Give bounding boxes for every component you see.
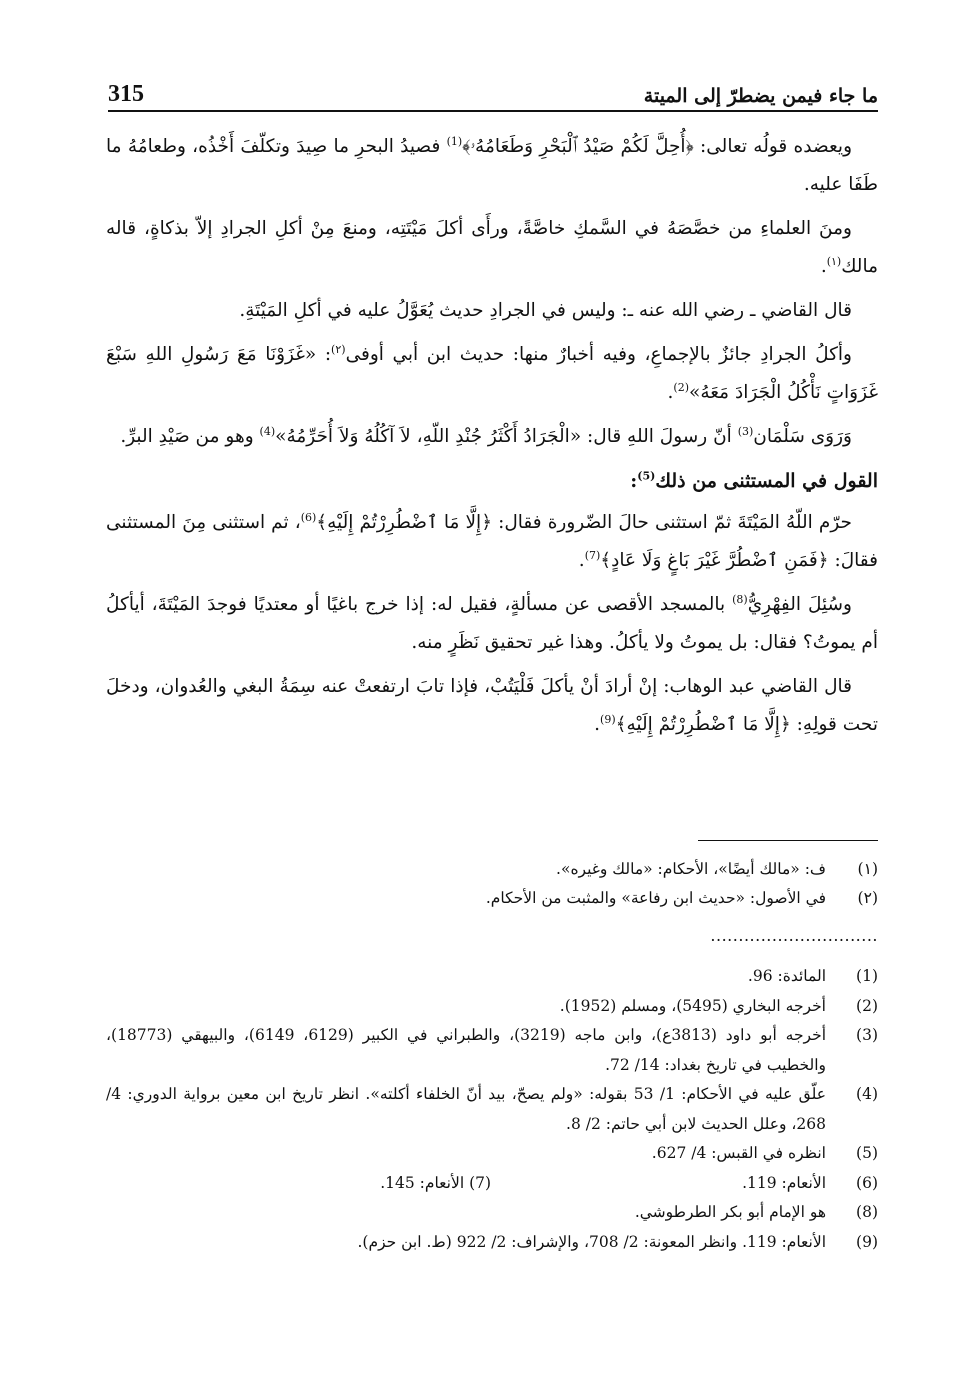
- footnote-ref: (٢): [331, 342, 346, 356]
- footnote-ref: (6): [300, 510, 317, 524]
- paragraph: حرّم اللّهُ المَيْتَةَ ثمّ استثنى حالَ الضّرورة فقال: ﴿إِلَّا مَا ٱضْطُرِرْتُمْ إِلَيْهِ﴾$^{(6)}$، ثم استثنى مِنَ المستثنى فقالَ: ﴿فَمَنِ ٱضْطُرَّ غَيْرَ بَاغٍ وَلَا عَادٍ﴾$^{(7)}$.: [106, 510, 878, 571]
- footnote-ref: (١): [826, 254, 842, 268]
- main-text: [106, 128, 878, 750]
- footnote-text: المائدة: 96.: [747, 967, 826, 985]
- footnote-ref: (9): [600, 712, 616, 726]
- footnote-text: علّق عليه في الأحكام: 1/ 53 بقوله: «ولم يصحّ، بيد أنّ الخلفاء أكلته». انظر تاريخ ابن معين برواية الدوري: 4/ 268، وعلل الحديث لابن أبي حاتم: 2/ 8.: [106, 1085, 826, 1133]
- note-text: في الأصول: «حديث ابن رفاعة» والمثبت من الأحكام.: [485, 889, 826, 907]
- footnote-separator: [698, 840, 878, 841]
- footnote-number: (6): [856, 1173, 878, 1192]
- footnote-number: (4): [856, 1085, 878, 1103]
- section-heading: القول في المستثنى من ذلك$^{(5)}$:: [630, 469, 878, 492]
- running-title: ما جاء فيمن يضطرّ إلى الميتة: [643, 85, 878, 107]
- dotted-separator: ..............................: [710, 928, 878, 944]
- footnote: [106, 1198, 878, 1228]
- reference-footnotes: [106, 962, 878, 1257]
- footnote-number: (9): [856, 1232, 878, 1251]
- footnote-number: (2): [856, 996, 878, 1015]
- footnote-text: الأنعام: 119.: [742, 1173, 826, 1192]
- footnote: [106, 1169, 878, 1199]
- note-number: (١): [857, 860, 878, 878]
- footnote-number: (3): [856, 1026, 878, 1044]
- footnote: [106, 1021, 878, 1080]
- footnote: [106, 1080, 878, 1139]
- footnote-text: الأنعام: 119. وانظر المعونة: 2/ 708، والإشراف: 2/ 922 (ط. ابن حزم).: [357, 1232, 826, 1251]
- editor-notes: [106, 855, 878, 913]
- footnote-text: أخرجه البخاري (5495)، ومسلم (1952).: [559, 996, 826, 1015]
- footnote: [106, 962, 878, 992]
- footnote-text: هو الإمام أبو بكر الطرطوشي.: [634, 1203, 826, 1221]
- footnote-ref: (1): [446, 134, 463, 148]
- paragraph: قال القاضي عبد الوهاب: إنْ أرادَ أنْ يأكلَ فَلْيَتُبْ، فإذا تابَ ارتفعتْ عنه سِمَةُ البغي والعُدوان، ودخلَ تحت قولِهِ: ﴿إِلَّا مَا ٱضْطُرِرْتُمْ إِلَيْهِ﴾$^{(9)}$.: [106, 676, 878, 735]
- note-text: ف: «مالك أيضًا»، الأحكام: «مالك وغيره».: [556, 860, 826, 878]
- footnote-number: (1): [856, 967, 878, 985]
- footnote-number: (7): [469, 1173, 492, 1192]
- paragraph: ومنَ العلماءِ من خصَّصَهُ في السَّمكِ خاصَّةً، ورأَى أكلَ مَيْتَتِه، ومنعَ مِنْ أكلِ الجرادِ إلاّ بذكاةٍ، قاله مالك$^{(١)}$.: [106, 218, 878, 277]
- page-number: 315: [108, 81, 144, 107]
- paragraph: قال القاضي ـ رضي الله عنه ـ: وليس في الجرادِ حديث يُعَوَّلُ عليه في أكلِ المَيْتَةِ.: [239, 300, 852, 321]
- footnote: [106, 1228, 878, 1258]
- footnote-ref: (8): [732, 592, 748, 606]
- paragraph: وسُئِلَ الفِهْرِيُّ$^{(8)}$ بالمسجد الأقصى عن مسألةٍ، فقيل له: إذا خرج باغيًا أو معتديًا فوجدَ المَيْتَةَ، أيأكلُ أم يموتُ؟ فقال: بل يموتُ ولا يأكلُ. وهذا غير تحقيق نَظَرٍ منه.: [106, 592, 878, 653]
- footnote-ref: (7): [584, 548, 601, 562]
- paragraph: وأكلُ الجرادِ جائزٌ بالإجماعِ، وفيه أخبارٌ منها: حديث ابن أبي أوفى$^{(٢)}$: «غَزَوْنَا مَعَ رَسُولِ اللهِ سَبْعَ غَزَوَاتٍ نَأْكُلُ الْجَرَادَ مَعَهُ»$^{(2)}$.: [106, 342, 878, 403]
- footnote-text: الأنعام: 145.: [380, 1173, 465, 1192]
- footnote-ref: (2): [673, 380, 689, 394]
- footnote-ref: (3): [737, 424, 754, 438]
- paragraph: ويعضده قولُه تعالى: ﴿أُحِلَّ لَكُمْ صَيْدُ ٱلْبَحْرِ وَطَعَامُهُۥ﴾$^{(1)}$ فصيدُ البحرِ ما صِيدَ وتكلّفَ أَخْذُه، وطعامُهُ ما طَفَا عليه.: [106, 134, 878, 195]
- page-header: [108, 72, 878, 112]
- footnote: [106, 1139, 878, 1169]
- footnote-ref: (4): [259, 424, 276, 438]
- footnote-text: أخرجه أبو داود (3813ع)، وابن ماجه (3219)، والطبراني في الكبير (6129، 6149)، والبيهقي (18773)، والخطيب في تاريخ بغداد: 14/ 72.: [106, 1026, 827, 1074]
- editor-note: [106, 855, 878, 884]
- footnote: [106, 992, 878, 1022]
- paragraph: وَرَوَى سَلْمَان$^{(3)}$ أنّ رسولَ اللهِ قال: «الْجَرَادُ أَكْثَرُ جُنْدِ اللّهِ، لاَ آكُلُهُ وَلاَ أُحَرِّمُهُ»$^{(4)}$ وهو من صَيْدِ البرِّ.: [120, 424, 852, 447]
- footnote-ref: (5): [637, 469, 656, 483]
- note-number: (٢): [857, 889, 878, 907]
- footnote-number: (8): [856, 1203, 878, 1221]
- footnote-number: (5): [856, 1144, 878, 1162]
- footnote-text: انظره في القبس: 4/ 627.: [651, 1144, 826, 1162]
- editor-note: [106, 884, 878, 913]
